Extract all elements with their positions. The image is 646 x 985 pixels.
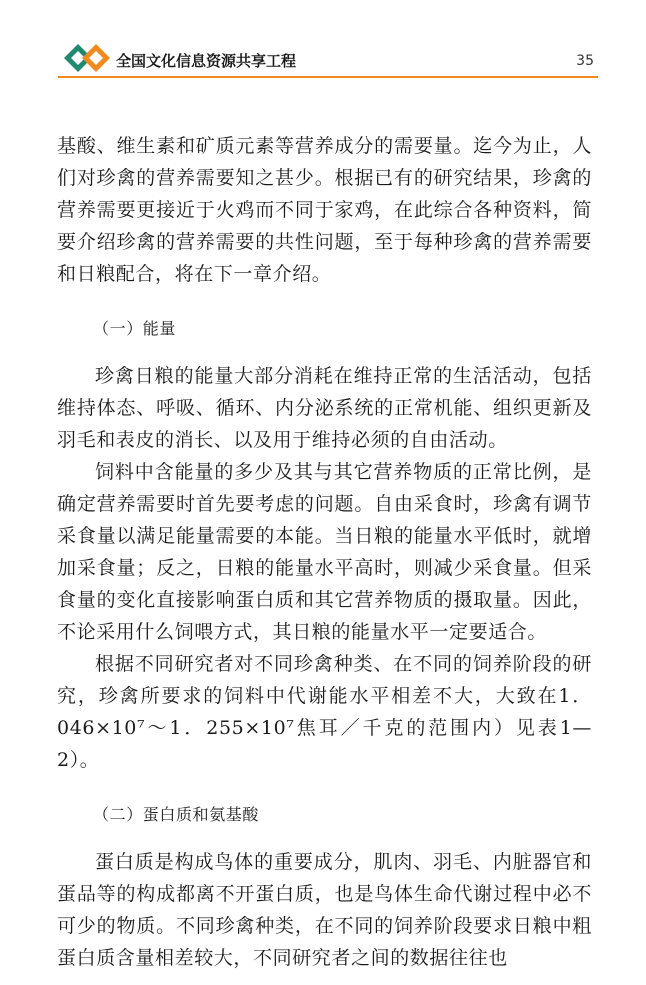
section-heading: （一）能量 <box>93 319 177 338</box>
header-rule <box>58 76 598 78</box>
page-number: 35 <box>576 53 594 69</box>
paragraph: 蛋白质是构成鸟体的重要成分，肌肉、羽毛、内脏器官和蛋品等的构成都离不开蛋白质，也是鸟体生命代谢过程中必不可少的物质。不同珍禽种类，在不同的饲养阶段要求日粮中粗蛋白质含量相差较大，不同研究者之间的数据往往也 <box>57 851 592 969</box>
paragraph: 饲料中含能量的多少及其与其它营养物质的正常比例，是确定营养需要时首先要考虑的问题。自由采食时，珍禽有调节采食量以满足能量需要的本能。当日粮的能量水平低时，就增加采食量；反之，日粮的能量水平高时，则减少采食量。但采食量的变化直接影响蛋白质和其它营养物质的摄取量。因此，不论采用什么饲喂方式，其日粮的能量水平一定要适合。 <box>57 461 592 643</box>
header-brand: 全国文化信息资源共享工程 <box>116 52 297 70</box>
section-heading: （二）蛋白质和氨基酸 <box>93 805 260 824</box>
logo-icon <box>62 40 114 76</box>
paragraph: 珍禽日粮的能量大部分消耗在维持正常的生活活动，包括维持体态、呼吸、循环、内分泌系统的正常机能、组织更新及羽毛和表皮的消长、以及用于维持必须的自由活动。 <box>57 365 592 451</box>
page-header <box>0 0 646 80</box>
paragraph: 根据不同研究者对不同珍禽种类、在不同的饲养阶段的研究，珍禽所要求的饲料中代谢能水平相差不大，大致在1．046×10⁷～1．255×10⁷焦耳／千克的范围内）见表1—2）。 <box>57 653 592 771</box>
page-body <box>57 130 592 974</box>
paragraph: 基酸、维生素和矿质元素等营养成分的需要量。迄今为止，人们对珍禽的营养需要知之甚少。根据已有的研究结果，珍禽的营养需要更接近于火鸡而不同于家鸡，在此综合各种资料，简要介绍珍禽的营养需要的共性问题，至于每种珍禽的营养需要和日粮配合，将在下一章介绍。 <box>57 135 592 285</box>
